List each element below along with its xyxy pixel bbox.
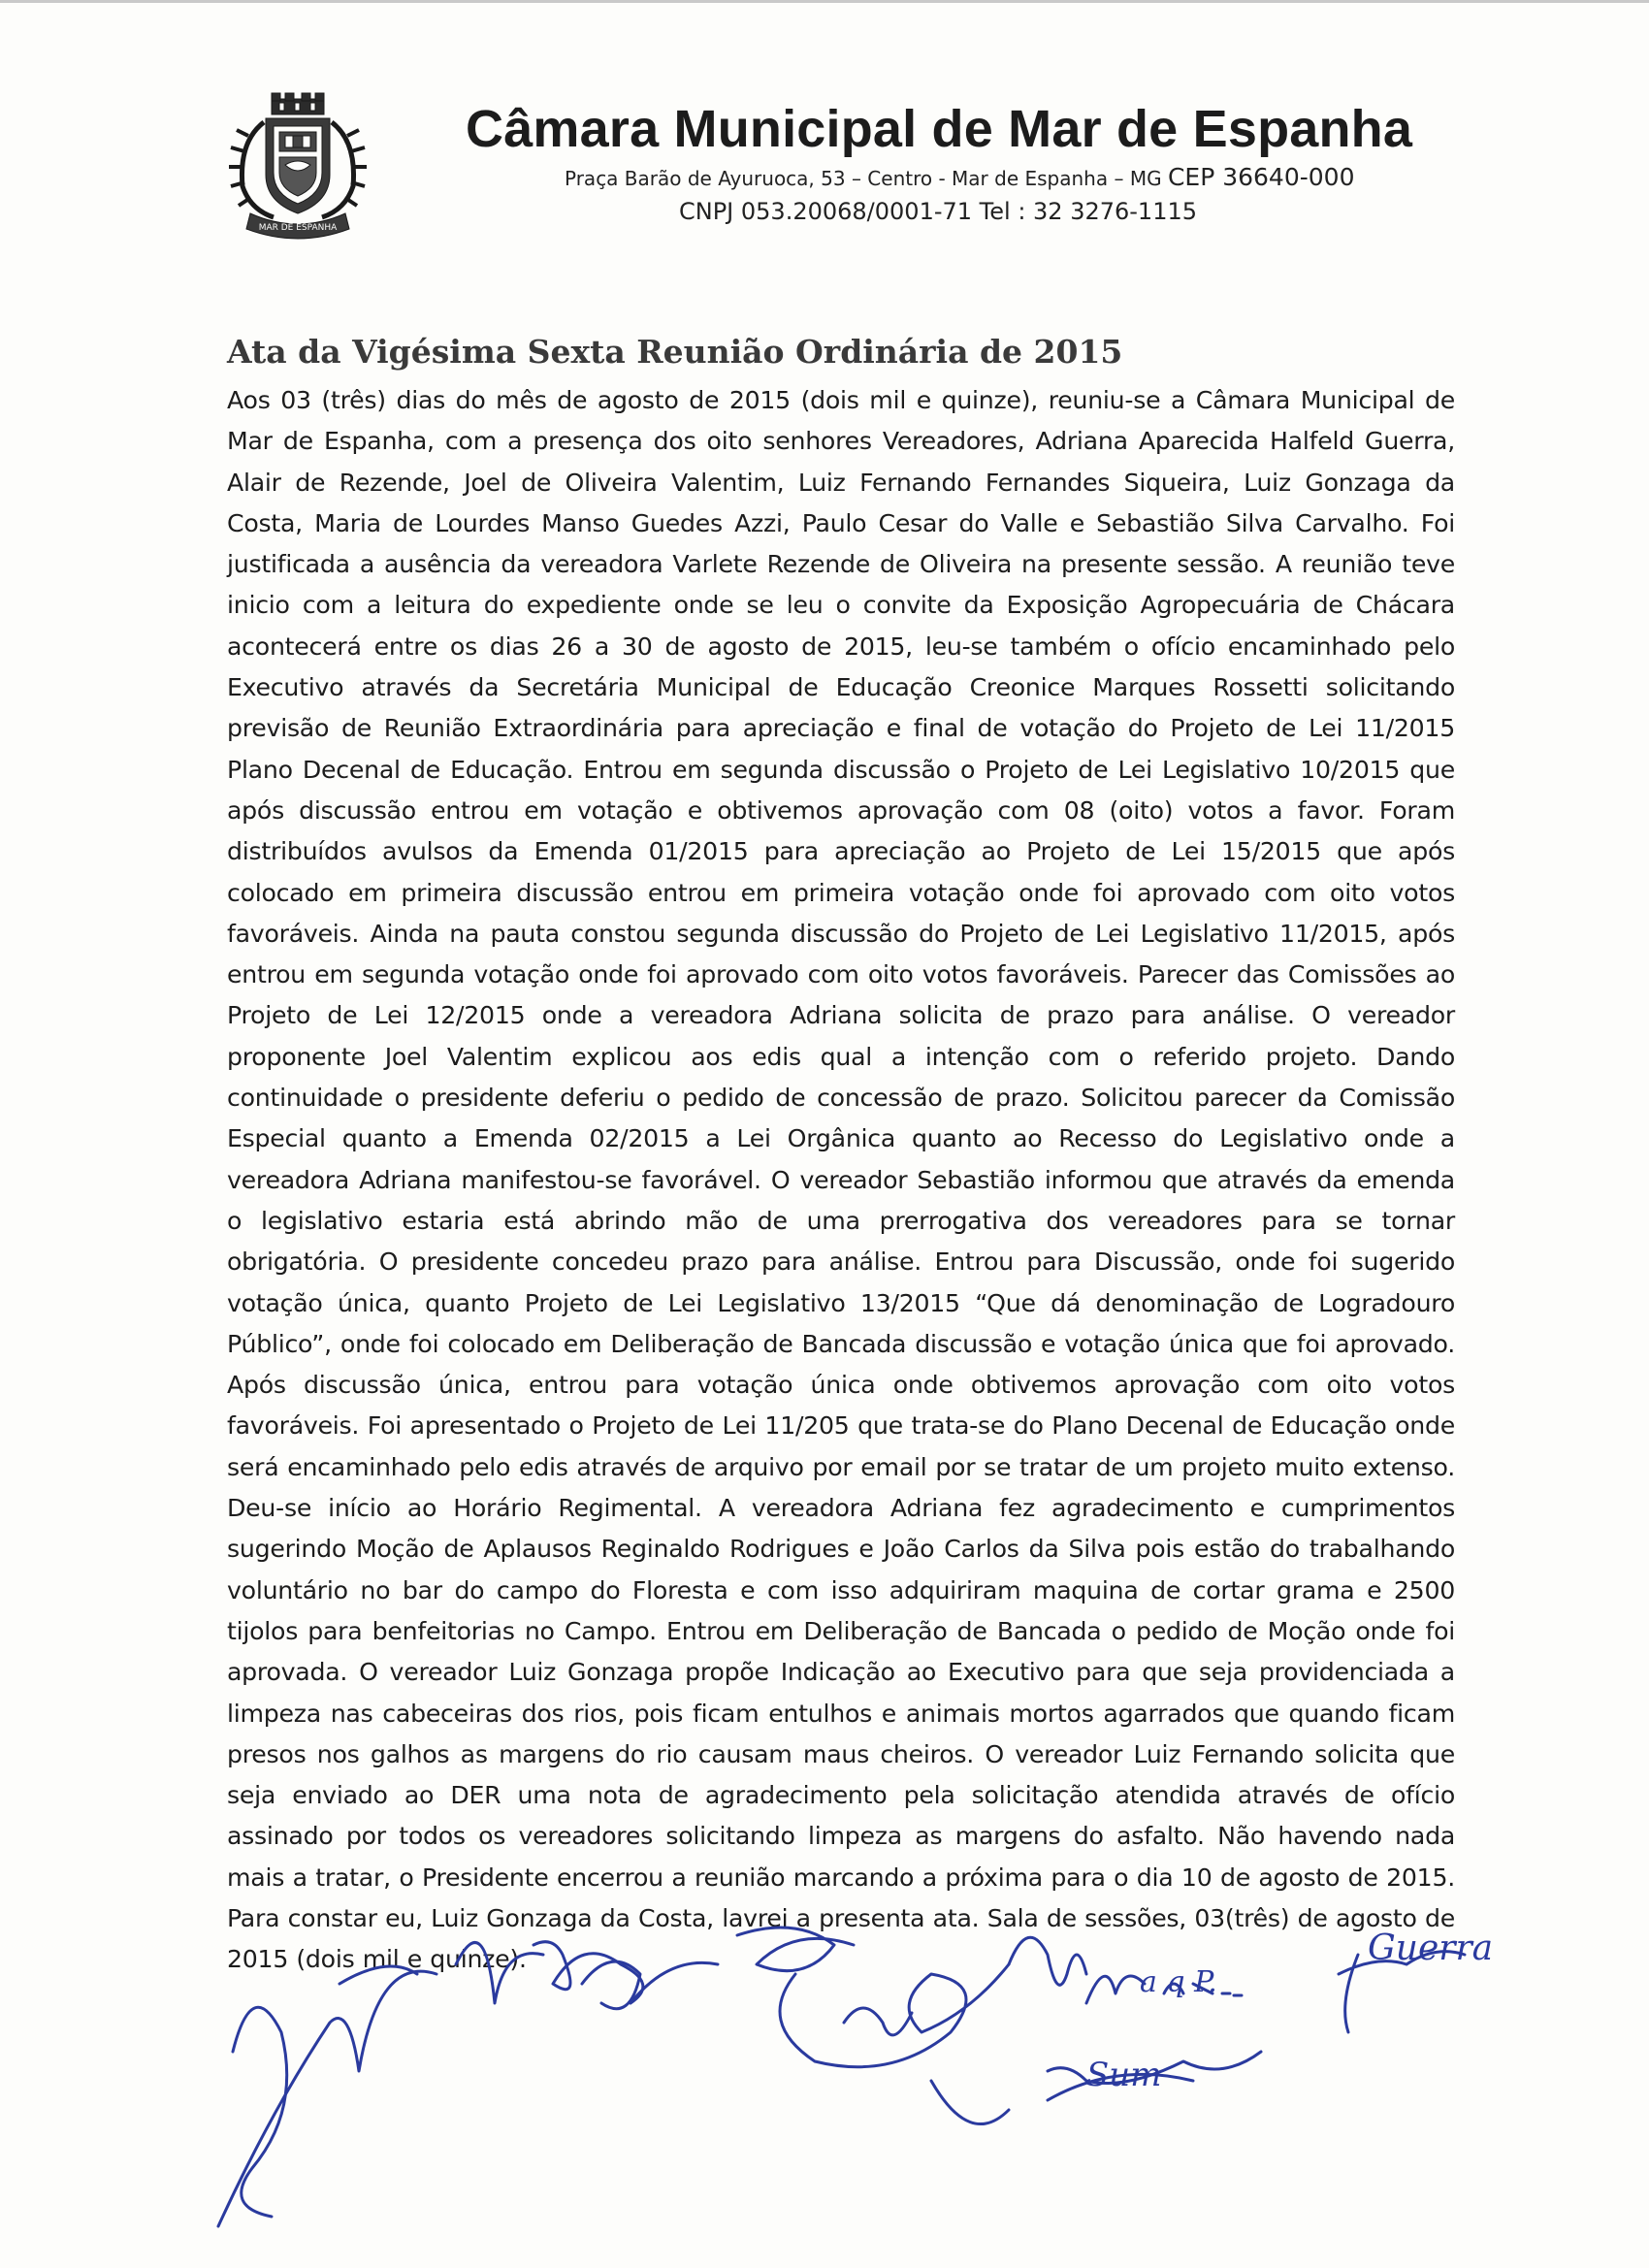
signature-fragment: a q P. bbox=[1140, 1965, 1217, 1999]
minutes-body: Aos 03 (três) dias do mês de agosto de 2015 (dois mil e quinze), reuniu-se a Câmara Municipal de Mar de Espanha, com a presença dos oito senhores Vereadores, Adriana Aparecida Halfeld Guerra, Alair de Rezende, Joel de Oliveira Valentim, Luiz Fernando Fernandes Siqueira, Luiz Gonzaga da Costa, Maria de Lourdes Manso Guedes Azzi, Paulo Cesar do Valle e Sebastião Silva Carvalho. Foi justificada a ausência da vereadora Varlete Rezende de Oliveira na presente sessão. A reunião teve inicio com a leitura do expediente onde se leu o convite da Exposição Agropecuária de Chácara acontecerá entre os dias 26 a 30 de agosto de 2015, leu-se também o ofício encaminhado pelo Executivo através da Secretária Municipal de Educação Creonice Marques Rossetti solicitando previsão de Reunião Extraordinária para apreciação e final de votação do Projeto de Lei 11/2015 Plano Decenal de Educação. Entrou em segunda discussão o Projeto de Lei Legislativo 10/2015 que após discussão entrou em votação e obtivemos aprovação com 08 (oito) votos a favor. Foram distribuídos avulsos da Emenda 01/2015 para apreciação ao Projeto de Lei 15/2015 que após colocado em primeira discussão entrou em primeira votação onde foi aprovado com oito votos favoráveis. Ainda na pauta constou segunda discussão do Projeto de Lei Legislativo 11/2015, após entrou em segunda votação onde foi aprovado com oito votos favoráveis. Parecer das Comissões ao Projeto de Lei 12/2015 onde a vereadora Adriana solicita de prazo para análise. O vereador proponente Joel Valentim explicou aos edis qual a intenção com o referido projeto. Dando continuidade o presidente deferiu o pedido de concessão de prazo. Solicitou parecer da Comissão Especial quanto a Emenda 02/2015 a Lei Orgânica quanto ao Recesso do Legislativo onde a vereadora Adriana manifestou-se favorável. O vereador Sebastião informou que através da emenda o legislativo estaria está abrindo mão de uma prerrogativa dos vereadores para se tornar obrigatória. O presidente concedeu prazo para análise. Entrou para Discussão, onde foi sugerido votação única, quanto Projeto de Lei Legislativo 13/2015 “Que dá denominação de Logradouro Público”, onde foi colocado em Deliberação de Bancada discussão e votação única que foi aprovado. Após discussão única, entrou para votação única onde obtivemos aprovação com oito votos favoráveis. Foi apresentado o Projeto de Lei 11/205 que trata-se do Plano Decenal de Educação onde será encaminhado pelo edis através de arquivo por email por se tratar de um projeto muito extenso. Deu-se início ao Horário Regimental. A vereadora Adriana fez agradecimento e cumprimentos sugerindo Moção de Aplausos Reginaldo Rodrigues e João Carlos da Silva pois estão do trabalhando voluntário no bar do campo do Floresta e com isso adquiriram maquina de cortar grama e 2500 tijolos para benfeitorias no Campo. Entrou em Deliberação de Bancada o pedido de Moção onde foi aprovada. O vereador Luiz Gonzaga propõe Indicação ao Executivo para que seja providenciada a limpeza nas cabeceiras dos rios, pois ficam entulhos e animais mortos agarrados que quando ficam presos nos galhos as margens do rio causam maus cheiros. O vereador Luiz Fernando solicita que seja enviado ao DER uma nota de agradecimento pela solicitação atendida através de ofício assinado por todos os vereadores solicitando limpeza as margens do asfalto. Não havendo nada mais a tratar, o Presidente encerrou a reunião marcando a próxima para o dia 10 de agosto de 2015. Para constar eu, Luiz Gonzaga da Costa, lavrei a presenta ata. Sala de sessões, 03(três) de agosto de 2015 (dois mil e quinze). bbox=[227, 386, 1455, 1974]
chamber-address bbox=[565, 163, 1583, 191]
postal-code: CEP 36640-000 bbox=[1167, 163, 1355, 191]
address-text: Praça Barão de Ayuruoca, 53 – Centro - Mar de Espanha – MG bbox=[565, 167, 1162, 190]
chamber-name: Câmara Municipal de Mar de Espanha bbox=[466, 100, 1413, 158]
signature-fragment: Sum bbox=[1086, 2056, 1162, 2094]
signature-fragment: Guerra bbox=[1368, 1928, 1494, 1968]
minutes-title: Ata da Vigésima Sexta Reunião Ordinária de 2015 bbox=[227, 333, 1123, 371]
coat-of-arms-ribbon-text: MAR DE ESPANHA bbox=[258, 223, 338, 233]
councillor-signatures bbox=[213, 1916, 1494, 2246]
cnpj-and-phone: CNPJ 053.20068/0001-71 Tel : 32 3276-1115 bbox=[679, 198, 1198, 225]
scan-top-edge bbox=[0, 0, 1649, 3]
municipal-coat-of-arms-icon bbox=[229, 93, 367, 239]
